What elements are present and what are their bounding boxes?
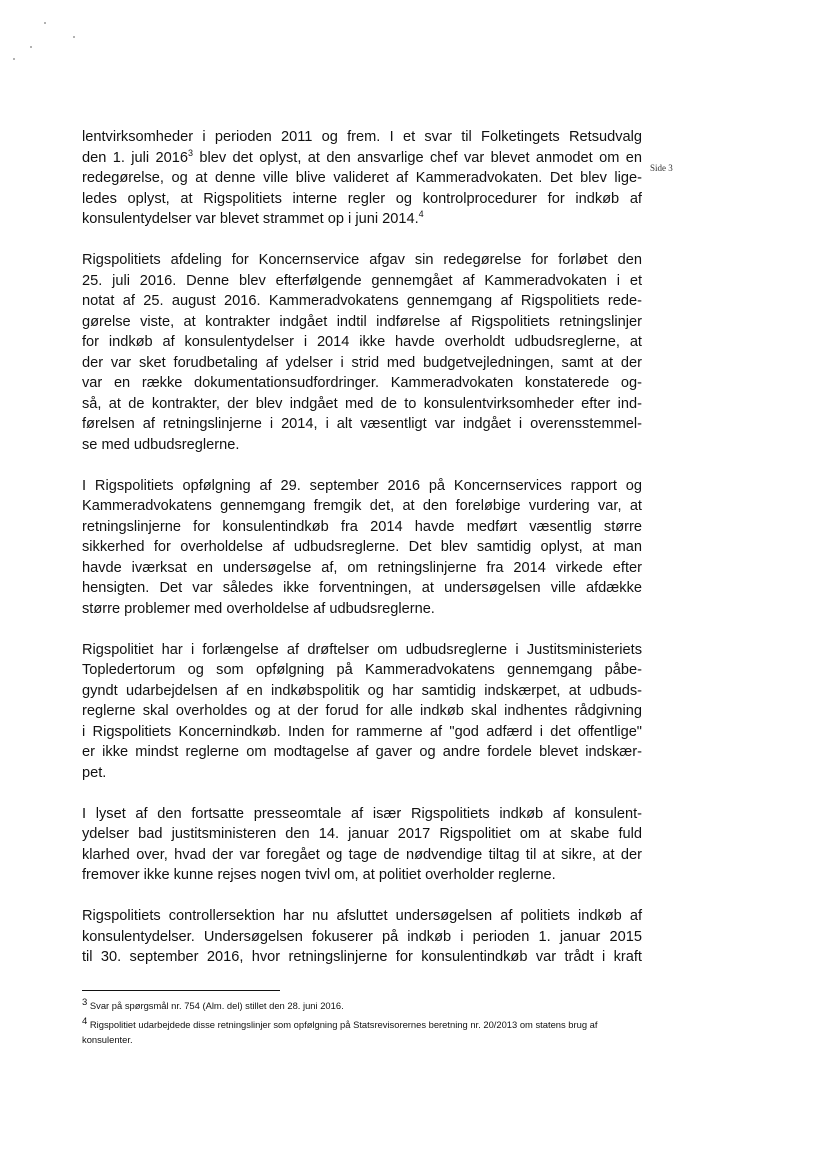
text-run: ledes oplyst, at Rigspolitiets interne regler og kontrolprocedurer for indkøb af (82, 190, 642, 207)
text-line (82, 209, 642, 230)
text-line (82, 435, 642, 456)
footnote (82, 1017, 642, 1047)
footnote-reference: 3 (187, 147, 193, 158)
text-run: se med udbudsreglerne. (82, 436, 240, 453)
footnote-text: Svar på spørgsmål nr. 754 (Alm. del) stillet den 28. juni 2016. (87, 1000, 344, 1011)
text-run: for indkøb af konsulentydelser i 2014 ikke havde overholdt udbudsreglerne, at (82, 334, 642, 350)
text-line (82, 804, 642, 825)
paragraph (82, 127, 642, 230)
paragraph (82, 804, 642, 886)
text-line (82, 558, 642, 579)
text-run: til 30. september 2016, hvor retningslinjerne for konsulentindkøb var trådt i kraft (82, 949, 642, 965)
text-run: fremover ikke kunne rejses nogen tvivl om, at politiet overholder reglerne. (82, 867, 556, 883)
text-line (82, 578, 642, 599)
text-run: større problemer med overholdelse af udbudsreglerne. (82, 600, 435, 617)
page-number-label: Side 3 (650, 163, 673, 173)
text-run: pet. (82, 764, 107, 781)
paragraph (82, 906, 642, 968)
text-line (82, 291, 642, 312)
text-line (82, 168, 642, 189)
text-line (82, 681, 642, 702)
text-run: 25. juli 2016. Denne blev efterfølgende gennemgået af Kammeradvokaten i et (82, 272, 642, 289)
text-run: konsulentydelser. Undersøgelsen fokuserer på indkøb i perioden 1. januar 2015 (82, 928, 642, 945)
text-line (82, 414, 642, 435)
text-run: havde iværksat en undersøgelse af, om retningslinjerne fra 2014 virkede efter (82, 559, 642, 576)
text-line (82, 927, 642, 948)
text-run: førelsen af retningslinjerne i 2014, i alt væsentligt var indgået i overensstemmel- (82, 416, 642, 432)
text-line (82, 496, 642, 517)
text-run: klarhed over, hvad der var foregået og tage de nødvendige tiltag til at sikre, at der (82, 846, 642, 863)
footnote-number: 4 (82, 1015, 88, 1027)
text-line (82, 824, 642, 845)
text-line (82, 947, 642, 968)
text-run: notat af 25. august 2016. Kammeradvokatens gennemgang af Rigspolitiets rede- (82, 293, 642, 309)
text-line (82, 332, 642, 353)
text-run: gørelse viste, at kontrakter indgået indtil indførelse af Rigspolitiets retningslinjer (82, 313, 642, 330)
text-line (82, 353, 642, 374)
text-run: ydelser bad justitsministeren den 14. januar 2017 Rigspolitiet om at skabe fuld (82, 826, 642, 842)
text-run: var en række dokumentationsudfordringer. Kammeradvokaten konstaterede og- (82, 375, 642, 391)
scan-speck (73, 36, 75, 38)
text-line (82, 865, 642, 886)
text-line (82, 517, 642, 538)
text-run: er ikke mindst reglerne om modtagelse af gaver og andre fordele blevet indskær- (82, 744, 642, 760)
text-line (82, 742, 642, 763)
footnote (82, 998, 642, 1013)
text-line (82, 537, 642, 558)
text-line (82, 394, 642, 415)
text-line (82, 271, 642, 292)
text-run: Topledertorum og som opfølgning på Kammeradvokatens gennemgang påbe- (82, 662, 642, 678)
text-run: den 1. juli 2016 (82, 149, 188, 166)
text-run: i Rigspolitiets Koncernindkøb. Inden for rammerne af "god adfærd i det offentlige" (82, 723, 642, 740)
text-run: I Rigspolitiets opfølgning af 29. september 2016 på Koncernservices rapport og (82, 477, 642, 494)
text-run: sikkerhed for overholdelse af udbudsreglerne. Det blev samtidig oplyst, at man (82, 539, 642, 555)
text-run: Rigspolitiets afdeling for Koncernservice afgav sin redegørelse for forløbet den (82, 252, 642, 268)
text-run: blev det oplyst, at den ansvarlige chef var blevet anmodet om en (193, 149, 642, 166)
text-run: Rigspolitiet har i forlængelse af drøftelser om udbudsreglerne i Justitsministeriets (82, 641, 642, 658)
paragraph (82, 476, 642, 620)
paragraph (82, 640, 642, 784)
text-line (82, 763, 642, 784)
footnote-number: 3 (82, 996, 88, 1008)
text-run: så, at de kontrakter, der blev indgået med de to konsulentvirksomheder efter ind- (82, 395, 642, 412)
footnotes (82, 998, 642, 1051)
text-run: Rigspolitiets controllersektion har nu afsluttet undersøgelsen af politiets indkøb af (82, 908, 642, 924)
text-line (82, 250, 642, 271)
text-line (82, 599, 642, 620)
text-line (82, 660, 642, 681)
text-line (82, 373, 642, 394)
footnote-reference: 4 (418, 209, 424, 220)
text-line (82, 845, 642, 866)
text-run: konsulentydelser var blevet strammet op i juni 2014. (82, 211, 419, 227)
paragraph (82, 250, 642, 455)
text-line (82, 701, 642, 722)
text-line (82, 476, 642, 497)
text-run: reglerne skal overholdes og at der forud for alle indkøb skal indhentes rådgivning (82, 703, 642, 719)
footnote-text: Rigspolitiet udarbejdede disse retningslinjer som opfølgning på Statsrevisorernes beretning nr. 20/2013 om statens brug af konsulenter. (82, 1019, 598, 1045)
text-line (82, 312, 642, 333)
scan-speck (44, 22, 46, 24)
text-run: lentvirksomheder i perioden 2011 og frem. I et svar til Folketingets Retsudvalg (82, 129, 642, 145)
text-run: hensigten. Det var således ikke forventningen, at undersøgelsen ville afdække (82, 580, 642, 596)
text-line (82, 722, 642, 743)
text-line (82, 127, 642, 148)
scan-speck (13, 58, 15, 60)
text-line (82, 640, 642, 661)
text-run: retningslinjerne for konsulentindkøb fra 2014 havde medført væsentlig større (82, 518, 642, 535)
scan-speck (30, 46, 32, 48)
text-run: redegørelse, og at denne ville blive valideret af Kammeradvokaten. Det blev lige- (82, 170, 642, 186)
footnote-separator (82, 990, 280, 991)
document-body (82, 127, 642, 988)
text-line (82, 906, 642, 927)
text-run: I lyset af den fortsatte presseomtale af især Rigspolitiets indkøb af konsulent- (82, 805, 642, 822)
text-run: der var sket forudbetaling af ydelser i strid med budgetvejledningen, samt at der (82, 354, 642, 371)
text-run: Kammeradvokatens gennemgang fremgik det, at den foreløbige vurdering var, at (82, 498, 642, 514)
text-run: gyndt udarbejdelsen af en indkøbspolitik og har samtidig indskærpet, at udbuds- (82, 682, 642, 699)
text-line (82, 189, 642, 210)
text-line (82, 148, 642, 169)
